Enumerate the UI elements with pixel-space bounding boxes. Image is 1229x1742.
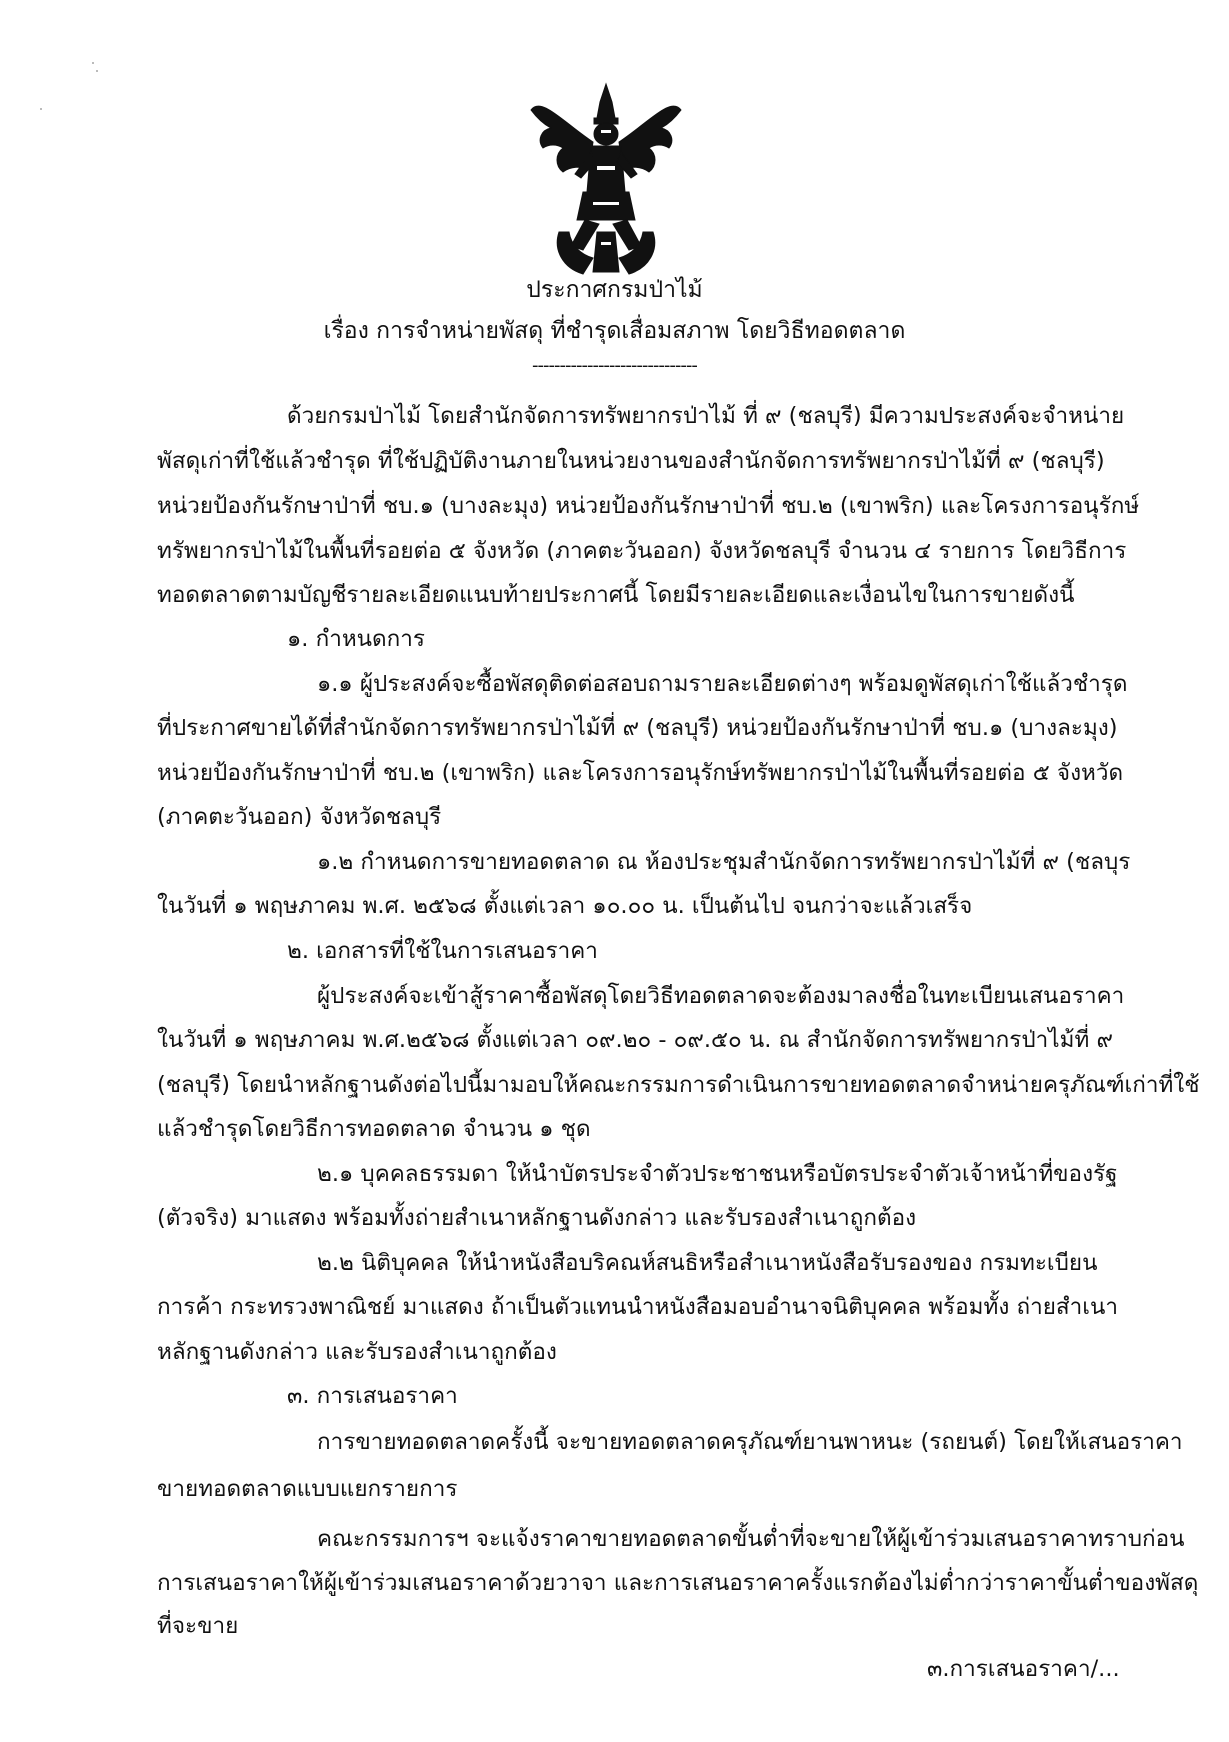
s1-1-line-4: (ภาคตะวันออก) จังหวัดชลบุรี bbox=[157, 804, 442, 830]
s3-p2-line-3: ที่จะขาย bbox=[157, 1613, 239, 1639]
garuda-emblem-icon bbox=[523, 82, 689, 278]
s1-2-line-2: ในวันที่ ๑ พฤษภาคม พ.ศ. ๒๕๖๘ ตั้งแต่เวลา ๑๐.๐๐ น. เป็นต้นไป จนกว่าจะแล้วเสร็จ bbox=[157, 893, 973, 919]
s1-1-line-2: ที่ประกาศขายได้ที่สำนักจัดการทรัพยากรป่าไม้ที่ ๙ (ชลบุรี) หน่วยป้องกันรักษาป่าที่ ชบ.๑ (บางละมุง) bbox=[157, 715, 1118, 741]
s3-p2-line-2: การเสนอราคาให้ผู้เข้าร่วมเสนอราคาด้วยวาจา และการเสนอราคาครั้งแรกต้องไม่ต่ำกว่าราคาขั้นต่ำของพัสดุ bbox=[157, 1570, 1199, 1596]
s1-1-line-3: หน่วยป้องกันรักษาป่าที่ ชบ.๒ (เขาพริก) และโครงการอนุรักษ์ทรัพยากรป่าไม้ในพื้นที่รอยต่อ ๕ จังหวัด bbox=[157, 760, 1124, 786]
p1-line-4: ทรัพยากรป่าไม้ในพื้นที่รอยต่อ ๕ จังหวัด (ภาคตะวันออก) จังหวัดชลบุรี จำนวน ๔ รายการ โดยวิธีการ bbox=[157, 538, 1127, 564]
p1-line-1: ด้วยกรมป่าไม้ โดยสำนักจัดการทรัพยากรป่าไม้ ที่ ๙ (ชลบุรี) มีความประสงค์จะจำหน่าย bbox=[287, 403, 1125, 429]
s3-p1-line-1: การขายทอดตลาดครั้งนี้ จะขายทอดตลาดครุภัณฑ์ยานพาหนะ (รถยนต์) โดยให้เสนอราคา bbox=[317, 1429, 1183, 1455]
p1-line-2: พัสดุเก่าที่ใช้แล้วชำรุด ที่ใช้ปฏิบัติงานภายในหน่วยงานของสำนักจัดการทรัพยากรป่าไม้ที่ ๙ (ชลบุรี) bbox=[157, 448, 1105, 474]
announcement-subject: เรื่อง การจำหน่ายพัสดุ ที่ชำรุดเสื่อมสภาพ โดยวิธีทอดตลาด bbox=[323, 318, 906, 344]
s2-intro-line-2: ในวันที่ ๑ พฤษภาคม พ.ศ.๒๕๖๘ ตั้งแต่เวลา ๐๙.๒๐ - ๐๙.๕๐ น. ณ สำนักจัดการทรัพยากรป่าไม้ที่ ๙ bbox=[157, 1027, 1113, 1053]
s2-1-line-2: (ตัวจริง) มาแสดง พร้อมทั้งถ่ายสำเนาหลักฐานดังกล่าว และรับรองสำเนาถูกต้อง bbox=[157, 1205, 917, 1231]
s2-2-line-2: การค้า กระทรวงพาณิชย์ มาแสดง ถ้าเป็นตัวแทนนำหนังสือมอบอำนาจนิติบุคคล พร้อมทั้ง ถ่ายสำเนา bbox=[157, 1294, 1118, 1320]
section-2-heading: ๒. เอกสารที่ใช้ในการเสนอราคา bbox=[287, 938, 598, 964]
title-divider: ------------------------------ bbox=[532, 355, 697, 376]
s2-2-line-3: หลักฐานดังกล่าว และรับรองสำเนาถูกต้อง bbox=[157, 1339, 557, 1365]
scan-speck bbox=[96, 70, 98, 72]
scan-speck bbox=[92, 62, 94, 64]
s3-p1-line-2: ขายทอดตลาดแบบแยกรายการ bbox=[157, 1476, 458, 1502]
section-3-heading: ๓. การเสนอราคา bbox=[287, 1383, 458, 1409]
page-continuation: ๓.การเสนอราคา/... bbox=[927, 1656, 1120, 1682]
s2-intro-line-3: (ชลบุรี) โดยนำหลักฐานดังต่อไปนี้มามอบให้คณะกรรมการดำเนินการขายทอดตลาดจำหน่ายครุภัณฑ์เก่าที่ใช้ bbox=[157, 1072, 1200, 1098]
s2-1-line-1: ๒.๑ บุคคลธรรมดา ให้นำบัตรประจำตัวประชาชนหรือบัตรประจำตัวเจ้าหน้าที่ของรัฐ bbox=[317, 1161, 1118, 1187]
s1-1-line-1: ๑.๑ ผู้ประสงค์จะซื้อพัสดุติดต่อสอบถามรายละเอียดต่างๆ พร้อมดูพัสดุเก่าใช้แล้วชำรุด bbox=[317, 671, 1128, 697]
s2-intro-line-4: แล้วชำรุดโดยวิธีการทอดตลาด จำนวน ๑ ชุด bbox=[157, 1116, 591, 1142]
s2-2-line-1: ๒.๒ นิติบุคคล ให้นำหนังสือบริคณห์สนธิหรือสำเนาหนังสือรับรองของ กรมทะเบียน bbox=[317, 1250, 1098, 1276]
announcement-title: ประกาศกรมป่าไม้ bbox=[526, 277, 703, 303]
s3-p2-line-1: คณะกรรมการฯ จะแจ้งราคาขายทอดตลาดขั้นต่ำที่จะขายให้ผู้เข้าร่วมเสนอราคาทราบก่อน bbox=[317, 1526, 1185, 1552]
s2-intro-line-1: ผู้ประสงค์จะเข้าสู้ราคาซื้อพัสดุโดยวิธีทอดตลาดจะต้องมาลงชื่อในทะเบียนเสนอราคา bbox=[317, 983, 1125, 1009]
s1-2-line-1: ๑.๒ กำหนดการขายทอดตลาด ณ ห้องประชุมสำนักจัดการทรัพยากรป่าไม้ที่ ๙ (ชลบุร bbox=[317, 849, 1131, 875]
section-1-heading: ๑. กำหนดการ bbox=[287, 626, 426, 652]
p1-line-5: ทอดตลาดตามบัญชีรายละเอียดแนบท้ายประกาศนี้ โดยมีรายละเอียดและเงื่อนไขในการขายดังนี้ bbox=[157, 582, 1075, 608]
scan-speck bbox=[40, 108, 42, 110]
p1-line-3: หน่วยป้องกันรักษาป่าที่ ชบ.๑ (บางละมุง) หน่วยป้องกันรักษาป่าที่ ชบ.๒ (เขาพริก) และโครงการอนุรักษ์ bbox=[157, 493, 1140, 519]
